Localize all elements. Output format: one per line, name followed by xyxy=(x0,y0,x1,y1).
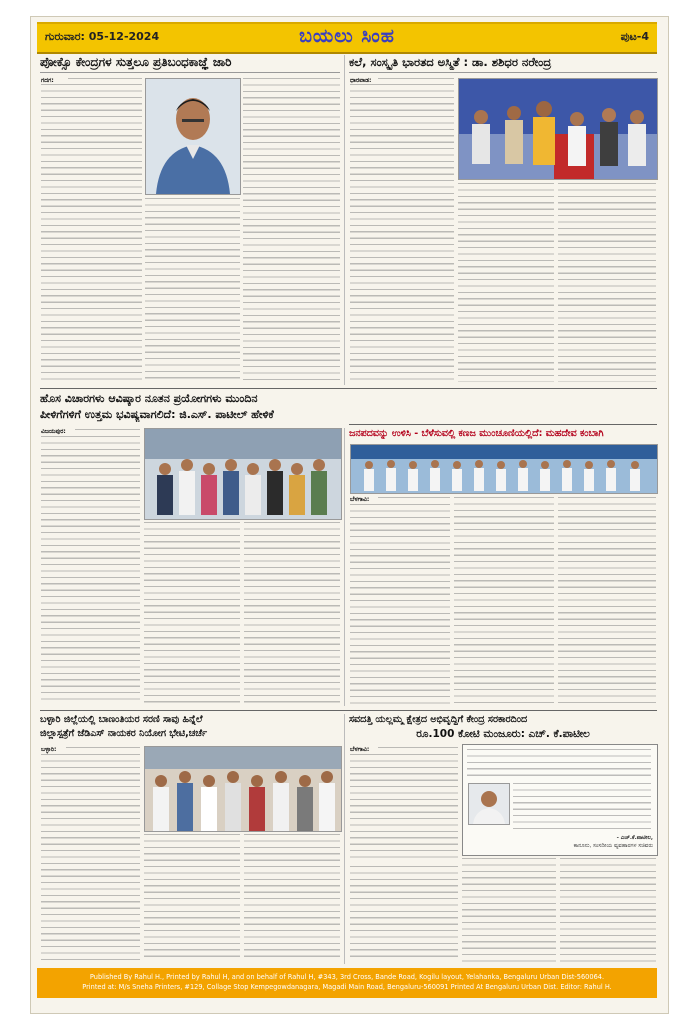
article-6-headline: ಸವದತ್ತಿ ಯಲ್ಲಮ್ಮ ಕ್ಷೇತ್ರದ ಅಭಿವೃದ್ಧಿಗೆ ಕೇಂದ್ರ ಸರಕಾರದಿಂದ xyxy=(349,714,528,725)
imprint-footer xyxy=(37,968,657,998)
article-2-text xyxy=(458,183,554,382)
column-divider xyxy=(344,55,345,385)
article-6-text xyxy=(350,754,458,862)
column-divider xyxy=(344,714,345,964)
article-1-byline: ಗದಗ: xyxy=(41,77,54,84)
article-4-text xyxy=(378,497,450,502)
article-5-headline: ಬಳ್ಳಾರಿ ಜಿಲ್ಲೆಯಲ್ಲಿ ಬಾಣಂತಿಯರ ಸರಣಿ ಸಾವು ಹಿನ್ನೆಲೆ xyxy=(40,714,203,725)
minister-statement-box xyxy=(462,744,658,856)
article-2-headline: ಕಲೆ, ಸಂಸ್ಕೃತಿ ಭಾರತದ ಅಸ್ಮಿತೆ : ಡಾ. ಶಶಿಧರ ನರೇಂದ್ರ xyxy=(349,55,552,69)
article-3-headline: ಹೊಸ ವಿಚಾರಗಳು ಆವಿಷ್ಕಾರ ನೂತನ ಪ್ರಯೋಗಗಳು ಮುಂದಿನ xyxy=(40,392,258,405)
section-divider xyxy=(40,710,657,711)
column-divider xyxy=(344,428,345,706)
divider xyxy=(349,72,657,73)
article-4-text xyxy=(350,504,450,704)
article-4-text xyxy=(454,497,554,704)
masthead xyxy=(37,22,657,54)
article-6-headline-line-2: ರೂ.100 ಕೋಟಿ ಮಂಜೂರು: ಎಚ್. ಕೆ.ಪಾಟೀಲ xyxy=(416,728,590,740)
article-4-stage-photo xyxy=(350,444,658,494)
article-5-text xyxy=(244,834,340,962)
article-4-text xyxy=(558,497,656,704)
notice-signature: - ಎಚ್.ಕೆ.ಪಾಟೀಲ, xyxy=(616,835,653,841)
minister-portrait-photo xyxy=(468,783,510,825)
article-1-headline: ಪೋಕ್ಸೊ ಕೇಂದ್ರಗಳ ಸುತ್ತಲೂ ಪ್ರತಿಬಂಧಕಾಜ್ಞೆ ಜಾರಿ xyxy=(40,55,232,69)
group-photo-icon xyxy=(145,429,341,519)
person-portrait-icon xyxy=(146,79,240,194)
page-number: ಪುಟ-4 xyxy=(620,30,649,43)
article-1-portrait-photo xyxy=(145,78,241,195)
article-6-text xyxy=(350,866,458,962)
divider xyxy=(40,72,340,73)
statement-text xyxy=(513,783,651,831)
people-on-stage-icon xyxy=(351,445,657,493)
article-4-byline: ಬೆಳಗಾವಿ: xyxy=(350,496,370,503)
article-5-text xyxy=(66,747,140,752)
article-6-text xyxy=(560,858,656,962)
article-5-text xyxy=(41,754,140,962)
article-3-text xyxy=(244,522,340,704)
article-1-text xyxy=(68,78,142,83)
section-divider xyxy=(349,424,657,425)
notice-designation: ಕಾನೂನು, ಸಂಸದೀಯ ವ್ಯವಹಾರಗಳ ಸಚಿವರು xyxy=(573,843,653,849)
imprint-line-1: Published By Rahul H., Printed by Rahul H, and on behalf of Rahul H, #343, 3rd Cross, Bande Road, Kogilu layout, Yelahanka, Bengaluru Urban Dist-560064. xyxy=(89,973,605,981)
imprint-line-2: Printed at: M/s Sneha Printers, #129, Collage Stop Kempegowdanagara, Magadi Main Road, Bengaluru-560091 Printed At Bengaluru Urban Dist. Editor: Rahul H. xyxy=(82,983,612,991)
article-3-headline-line-2: ಪೀಳಿಗೆಗಳಿಗೆ ಉತ್ತಮ ಭವಿಷ್ಯವಾಗಲಿದೆ: ಜಿ.ಎಸ್. ಪಾಟೀಲ್ ಹೇಳಿಕೆ xyxy=(40,408,274,421)
article-3-group-photo xyxy=(144,428,342,520)
article-5-byline: ಬಳ್ಳಾರಿ: xyxy=(41,746,57,753)
section-divider xyxy=(40,388,657,389)
article-1-text xyxy=(41,84,142,382)
article-2-event-photo xyxy=(458,78,658,180)
article-3-byline: ವಿಜಯಪುರ: xyxy=(41,428,66,435)
article-6-byline: ಬೆಳಗಾವಿ: xyxy=(350,746,370,753)
newspaper-title: ಬಯಲು ಸಿಂಹ xyxy=(299,25,395,47)
article-3-text xyxy=(144,522,240,704)
person-portrait-icon xyxy=(469,784,509,824)
article-6-text xyxy=(378,747,458,752)
article-3-text xyxy=(75,429,140,434)
article-5-meeting-photo xyxy=(144,746,342,832)
article-2-text xyxy=(350,84,454,382)
article-2-text xyxy=(558,183,656,382)
article-1-text xyxy=(145,198,240,382)
issue-date: ಗುರುವಾರ: 05-12-2024 xyxy=(45,30,160,43)
article-2-byline: ಧಾರವಾಡ: xyxy=(350,77,372,84)
delegation-meeting-icon xyxy=(145,747,341,831)
article-3-text xyxy=(41,436,140,704)
article-2-text xyxy=(378,78,454,83)
statement-text xyxy=(467,749,651,779)
dignitaries-on-stage-icon xyxy=(459,79,657,179)
article-5-text xyxy=(144,834,240,962)
article-5-headline-line-2: ಜಿಲ್ಲಾಸ್ಪತ್ರೆಗೆ ಜೆಡಿಎಸ್ ನಾಯಕರ ನಿಯೋಗ ಭೇಟಿ,ಚರ್ಚೆ xyxy=(40,728,207,739)
article-6-text xyxy=(462,858,556,962)
article-1-text xyxy=(243,78,340,382)
article-4-headline: ಜನಪದವನ್ನು ಉಳಿಸಿ - ಬೆಳೆಸುವಲ್ಲಿ ಕಣಜ ಮುಂಚೂಣಿಯಲ್ಲಿದೆ: ಮಹದೇವ ಕಂಬಾಗಿ xyxy=(349,428,604,439)
